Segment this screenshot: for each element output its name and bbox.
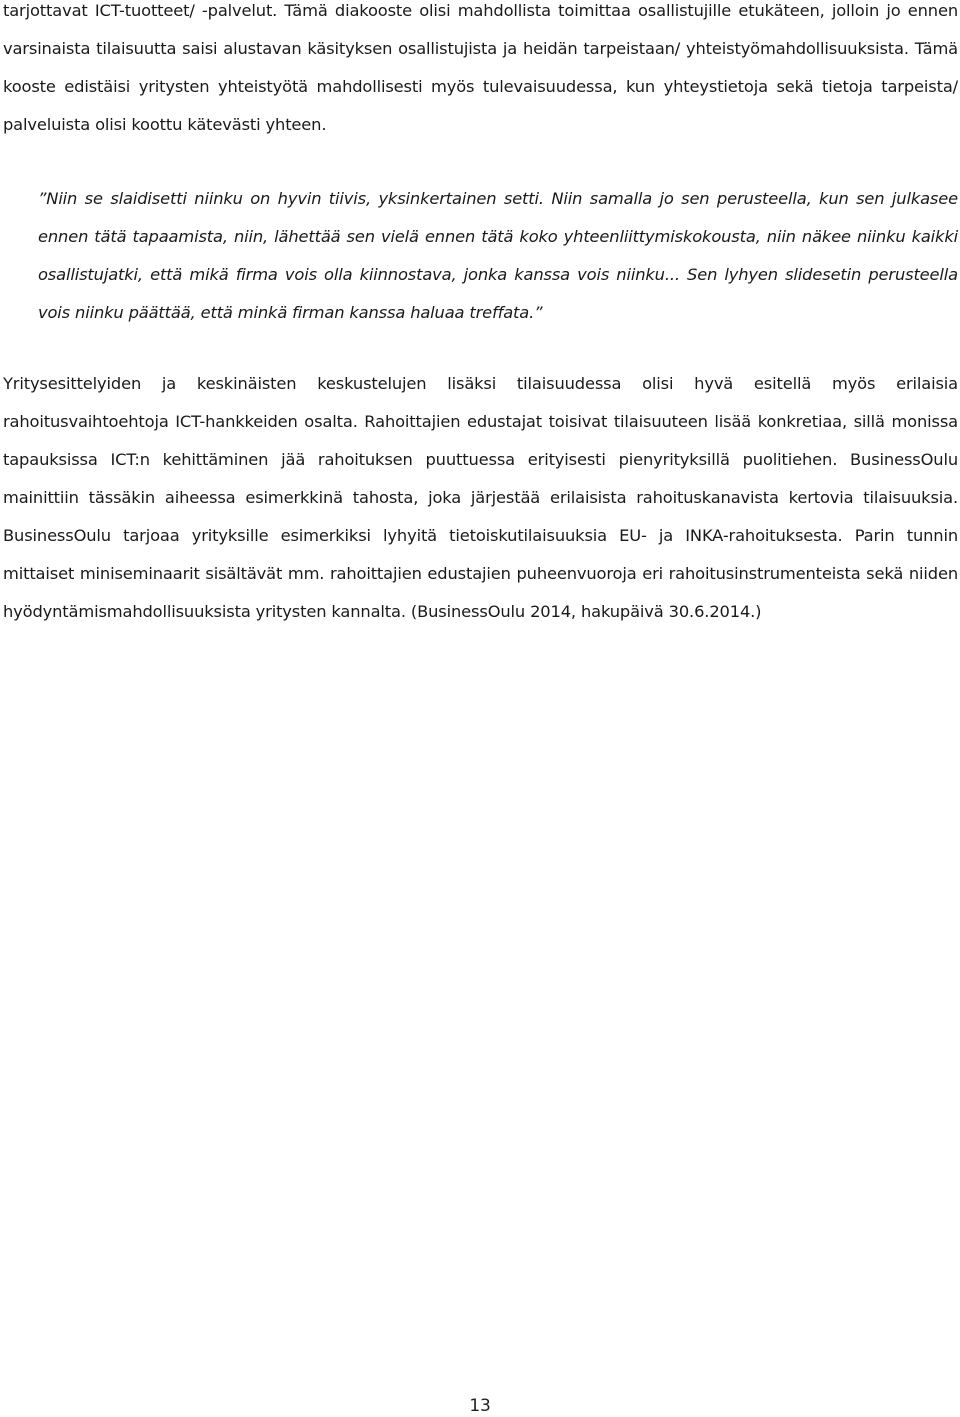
interview-quote: ”Niin se slaidisetti niinku on hyvin tiivis, yksinkertainen setti. Niin samalla jo sen perusteella, kun sen julkasee ennen tätä tapaamista, niin, lähettää sen vielä ennen tätä koko yhteenliittymiskokousta, niin näkee niinku kaikki osallistujatki, että mikä firma vois olla kiinnostava, jonka kanssa vois niinku... Sen lyhyen slidesetin perusteella vois niinku päättää, että minkä firman kanssa haluaa treffata.” [38,189,958,322]
page-number: 13 [469,1396,491,1416]
body-paragraph: Yritysesittelyiden ja keskinäisten keskustelujen lisäksi tilaisuudessa olisi hyvä esitellä myös erilaisia rahoitusvaihtoehtoja ICT-hankkeiden osalta. Rahoittajien edustajat toisivat tilaisuuteen lisää konkretiaa, sillä monissa tapauksissa ICT:n kehittäminen jää rahoituksen puuttuessa erityisesti pienyrityksillä puolitiehen. BusinessOulu mainittiin tässäkin aiheessa esimerkkinä tahosta, joka järjestää erilaisista rahoituskanavista kertovia tilaisuuksia. BusinessOulu tarjoaa yrityksille esimerkiksi lyhyitä tietoiskutilaisuuksia EU- ja INKA-rahoituksesta. Parin tunnin mittaiset miniseminaarit sisältävät mm. rahoittajien edustajien puheenvuoroja eri rahoitusinstrumenteista sekä niiden hyödyntämismahdollisuuksista yritysten kannalta. (BusinessOulu 2014, hakupäivä 30.6.2014.) [3,374,958,621]
body-paragraph: tarjottavat ICT-tuotteet/ -palvelut. Tämä diakooste olisi mahdollista toimittaa osallistujille etukäteen, jolloin jo ennen varsinaista tilaisuutta saisi alustavan käsityksen osallistujista ja heidän tarpeistaan/ yhteistyömahdollisuuksista. Tämä kooste edistäisi yritysten yhteistyötä mahdollisesti myös tulevaisuudessa, kun yhteystietoja sekä tietoja tarpeista/ palveluista olisi koottu kätevästi yhteen. [3,1,958,134]
